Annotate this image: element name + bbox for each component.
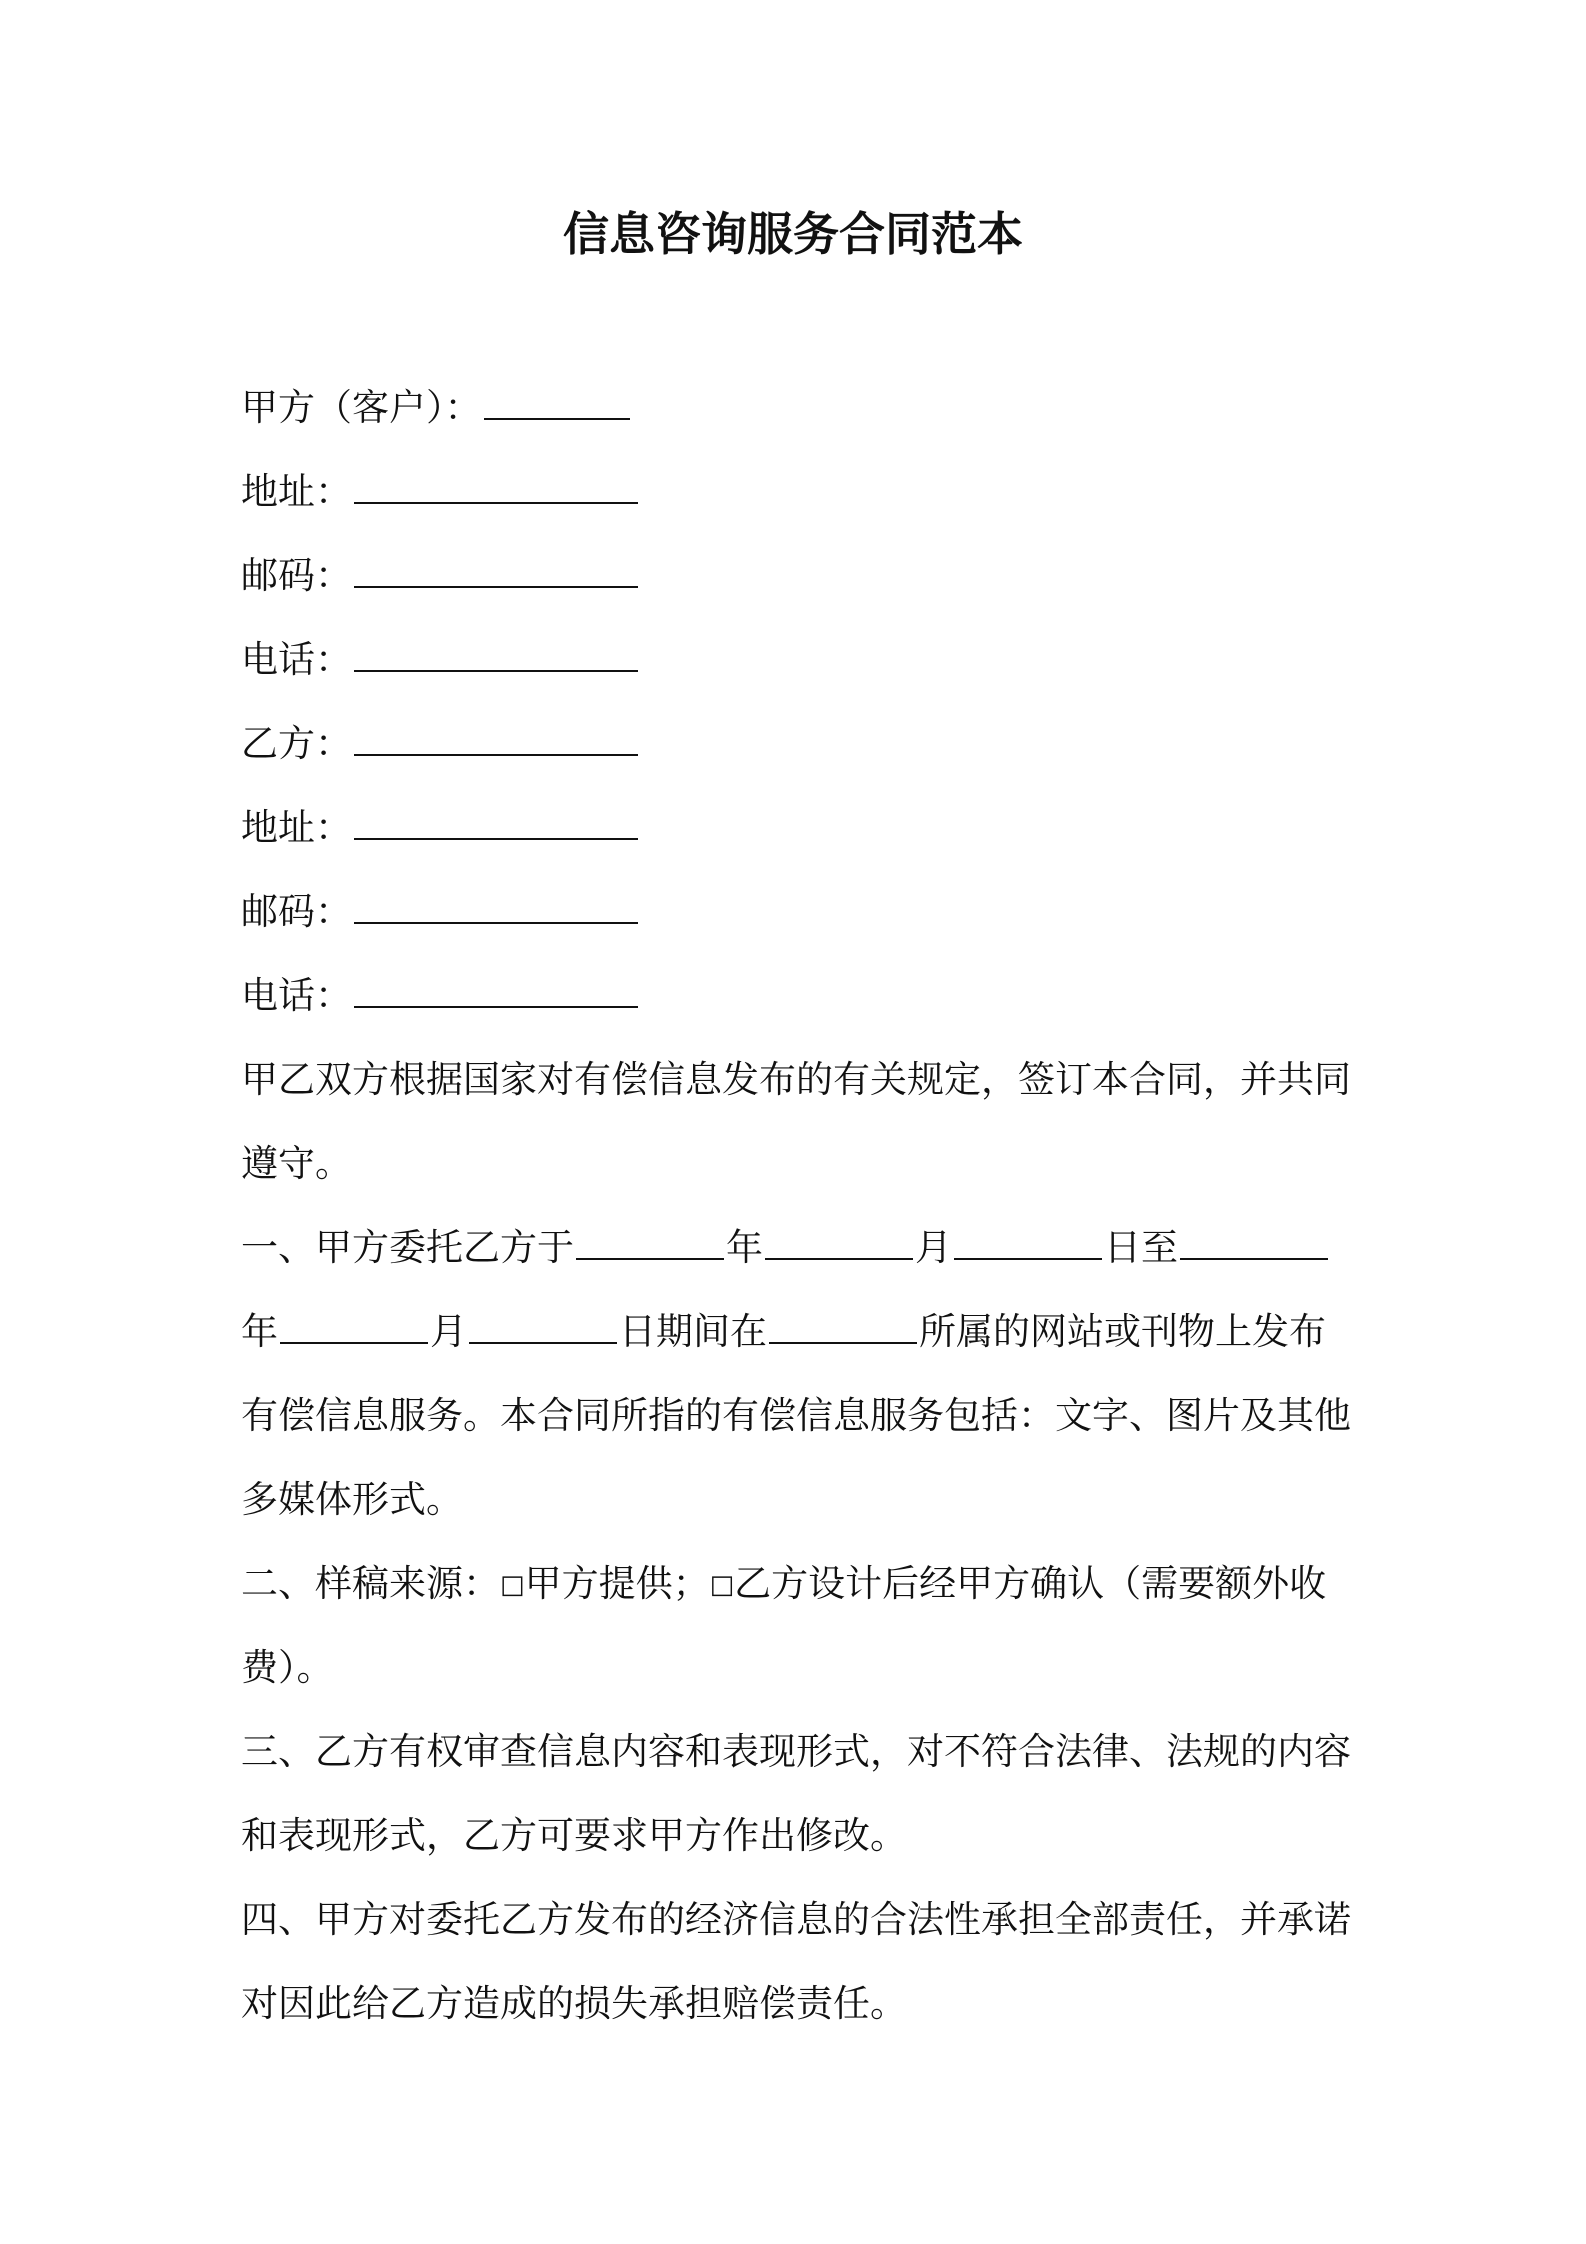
party-a-postcode-blank[interactable]: [354, 540, 638, 588]
start-year-blank[interactable]: [576, 1212, 724, 1260]
clause-4-line-2: 对因此给乙方造成的损失承担赔偿责任。: [241, 1982, 907, 2025]
checkbox-party-b-design[interactable]: □: [709, 1570, 735, 1600]
party-a-phone-line: [241, 618, 1361, 702]
party-b-postcode-label: 邮码：: [241, 890, 352, 933]
clause-1-line-2: [241, 1290, 1361, 1374]
party-a-address-label: 地址：: [241, 470, 352, 513]
party-b-phone-line: [241, 954, 1361, 1038]
clause-1-line-4: 多媒体形式。: [241, 1478, 463, 1521]
publisher-blank[interactable]: [769, 1296, 917, 1344]
party-a-client-blank[interactable]: [484, 372, 630, 420]
clause-1-line-3: 有偿信息服务。本合同所指的有偿信息服务包括：文字、图片及其他: [241, 1394, 1351, 1437]
party-a-address-blank[interactable]: [354, 456, 638, 504]
party-b-address-label: 地址：: [241, 806, 352, 849]
publish-on-text: 所属的网站或刊物上发布: [919, 1310, 1326, 1353]
clause-4-line-1: 四、甲方对委托乙方发布的经济信息的合法性承担全部责任，并承诺: [241, 1898, 1351, 1941]
party-b-address-blank[interactable]: [354, 792, 638, 840]
party-b-postcode-blank[interactable]: [354, 876, 638, 924]
party-a-postcode-label: 邮码：: [241, 554, 352, 597]
party-a-phone-blank[interactable]: [354, 624, 638, 672]
end-year-blank[interactable]: [1180, 1212, 1328, 1260]
month-unit-2: 月: [430, 1310, 467, 1353]
party-b-phone-label: 电话：: [241, 974, 352, 1017]
preamble-line-2: 遵守。: [241, 1142, 352, 1185]
month-unit: 月: [915, 1226, 952, 1269]
party-b-phone-blank[interactable]: [354, 960, 638, 1008]
party-b-postcode-line: [241, 870, 1361, 954]
party-a-client-label: 甲方（客户）：: [241, 386, 482, 429]
party-a-postcode-line: [241, 534, 1361, 618]
clause-2-line-2: 费）。: [241, 1646, 334, 1689]
clause-3-line-2: 和表现形式，乙方可要求甲方作出修改。: [241, 1814, 907, 1857]
clause-2-prefix: 二、样稿来源：: [241, 1562, 500, 1605]
year-unit: 年: [726, 1226, 763, 1269]
option-party-a-provided: 甲方提供；: [524, 1562, 710, 1605]
end-month-blank[interactable]: [280, 1296, 428, 1344]
clause-1-prefix: 一、甲方委托乙方于: [241, 1226, 574, 1269]
checkbox-party-a-provided[interactable]: □: [500, 1570, 525, 1600]
year-unit-2: 年: [241, 1310, 278, 1353]
period-in-text: 日期间在: [619, 1310, 767, 1353]
preamble-line-1: 甲乙双方根据国家对有偿信息发布的有关规定，签订本合同，并共同: [241, 1058, 1351, 1101]
start-day-blank[interactable]: [954, 1212, 1102, 1260]
clause-3-line-1: 三、乙方有权审查信息内容和表现形式，对不符合法律、法规的内容: [241, 1730, 1351, 1773]
document-body: [241, 366, 1361, 2046]
end-day-blank[interactable]: [469, 1296, 617, 1344]
document-title: 信息咨询服务合同范本: [563, 207, 1023, 261]
clause-1-line-1: [241, 1206, 1361, 1290]
clause-2-line-1: [241, 1542, 1361, 1626]
party-b-name-blank[interactable]: [354, 708, 638, 756]
start-month-blank[interactable]: [765, 1212, 913, 1260]
party-a-address-line: [241, 450, 1361, 534]
party-b-name-label: 乙方：: [241, 722, 352, 765]
party-b-name-line: [241, 702, 1361, 786]
option-party-b-design: 乙方设计后经甲方确认（需要额外收: [734, 1562, 1327, 1605]
party-a-phone-label: 电话：: [241, 638, 352, 681]
party-a-client-line: [241, 366, 1361, 450]
day-to-text: 日至: [1104, 1226, 1178, 1269]
party-b-address-line: [241, 786, 1361, 870]
